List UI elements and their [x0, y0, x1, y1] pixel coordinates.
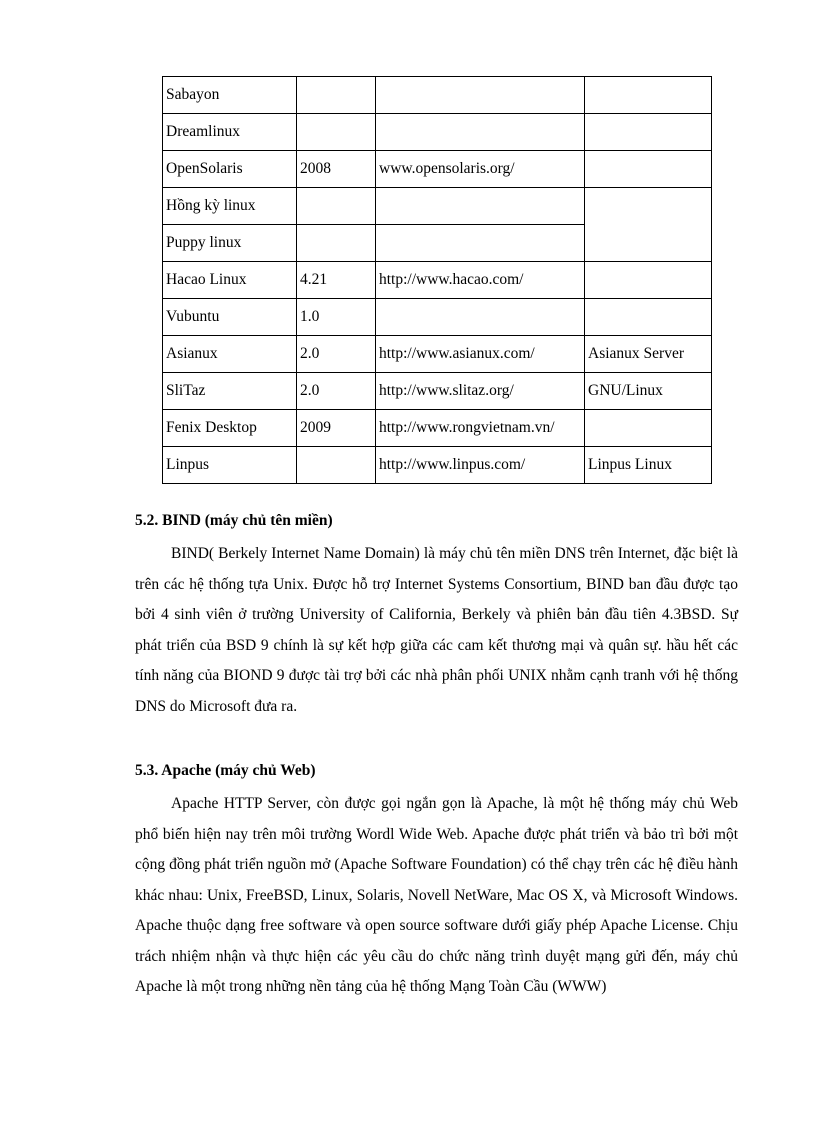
- distro-note: [585, 225, 712, 262]
- distro-website: [376, 114, 585, 151]
- distro-name: OpenSolaris: [163, 151, 297, 188]
- distro-version: 2.0: [297, 373, 376, 410]
- distro-version: 2009: [297, 410, 376, 447]
- table-row: [163, 151, 712, 188]
- table-row: [163, 114, 712, 151]
- table-row: [163, 373, 712, 410]
- distro-website: www.opensolaris.org/: [376, 151, 585, 188]
- table-row: [163, 225, 712, 262]
- section-heading-bind: 5.2. BIND (máy chủ tên miền): [135, 512, 333, 529]
- distro-website: [376, 188, 585, 225]
- distro-website: [376, 77, 585, 114]
- distro-name: Vubuntu: [163, 299, 297, 336]
- distro-version: 1.0: [297, 299, 376, 336]
- distro-website: http://www.rongvietnam.vn/: [376, 410, 585, 447]
- distro-version: 2.0: [297, 336, 376, 373]
- distro-note: GNU/Linux: [585, 373, 712, 410]
- distro-name: Sabayon: [163, 77, 297, 114]
- distro-name: Fenix Desktop: [163, 410, 297, 447]
- table-row: [163, 336, 712, 373]
- distro-note: [585, 114, 712, 151]
- distro-website: http://www.asianux.com/: [376, 336, 585, 373]
- distro-note: [585, 262, 712, 299]
- table-row: [163, 299, 712, 336]
- distro-note: [585, 299, 712, 336]
- distro-website: [376, 225, 585, 262]
- distro-note: [585, 151, 712, 188]
- section-paragraph-bind: BIND( Berkely Internet Name Domain) là máy chủ tên miền DNS trên Internet, đặc biệt là trên các hệ thống tựa Unix. Được hỗ trợ Internet Systems Consortium, BIND ban đầu được tạo bởi 4 sinh viên ở trường University of California, Berkely và phiên bản đầu tiên 4.3BSD. Sự phát triển của BSD 9 chính là sự kết hợp giữa các cam kết thương mại và quân sự. hầu hết các tính năng của BIOND 9 được tài trợ bởi các nhà phân phối UNIX nhằm cạnh tranh với hệ thống DNS do Microsoft đưa ra.: [135, 545, 738, 715]
- distro-name: Hacao Linux: [163, 262, 297, 299]
- distro-website: http://www.slitaz.org/: [376, 373, 585, 410]
- distro-version: [297, 188, 376, 225]
- distro-version: 2008: [297, 151, 376, 188]
- distro-note: [585, 410, 712, 447]
- distro-name: Linpus: [163, 447, 297, 484]
- linux-distro-table: [162, 76, 712, 484]
- distro-version: [297, 77, 376, 114]
- section-paragraph-apache: Apache HTTP Server, còn được gọi ngắn gọn là Apache, là một hệ thống máy chủ Web phổ biến hiện nay trên môi trường Wordl Wide Web. Apache được phát triển và bảo trì bởi một cộng đồng phát triển nguồn mở (Apache Software Foundation) có thể chạy trên các hệ điều hành khác nhau: Unix, FreeBSD, Linux, Solaris, Novell NetWare, Mac OS X, và Microsoft Windows. Apache thuộc dạng free software và open source software dưới giấy phép Apache License. Chịu trách nhiệm nhận và thực hiện các yêu cầu do chức năng trình duyệt mạng gửi đến, máy chủ Apache là một trong những nền tảng của hệ thống Mạng Toàn Cầu (WWW): [135, 795, 738, 995]
- table-row: [163, 447, 712, 484]
- distro-note: [585, 77, 712, 114]
- distro-version: [297, 225, 376, 262]
- distro-name: Puppy linux: [163, 225, 297, 262]
- distro-website: http://www.hacao.com/: [376, 262, 585, 299]
- distro-website: [376, 299, 585, 336]
- table-row: [163, 410, 712, 447]
- table-row: [163, 262, 712, 299]
- distro-name: SliTaz: [163, 373, 297, 410]
- distro-version: [297, 114, 376, 151]
- distro-name: Dreamlinux: [163, 114, 297, 151]
- table-row: [163, 77, 712, 114]
- table-row: [163, 188, 712, 225]
- distro-note: Linpus Linux: [585, 447, 712, 484]
- distro-version: [297, 447, 376, 484]
- section-heading-apache: 5.3. Apache (máy chủ Web): [135, 762, 316, 779]
- distro-name: Hồng kỳ linux: [163, 188, 297, 225]
- distro-note: [585, 188, 712, 225]
- distro-name: Asianux: [163, 336, 297, 373]
- distro-website: http://www.linpus.com/: [376, 447, 585, 484]
- distro-version: 4.21: [297, 262, 376, 299]
- distro-note: Asianux Server: [585, 336, 712, 373]
